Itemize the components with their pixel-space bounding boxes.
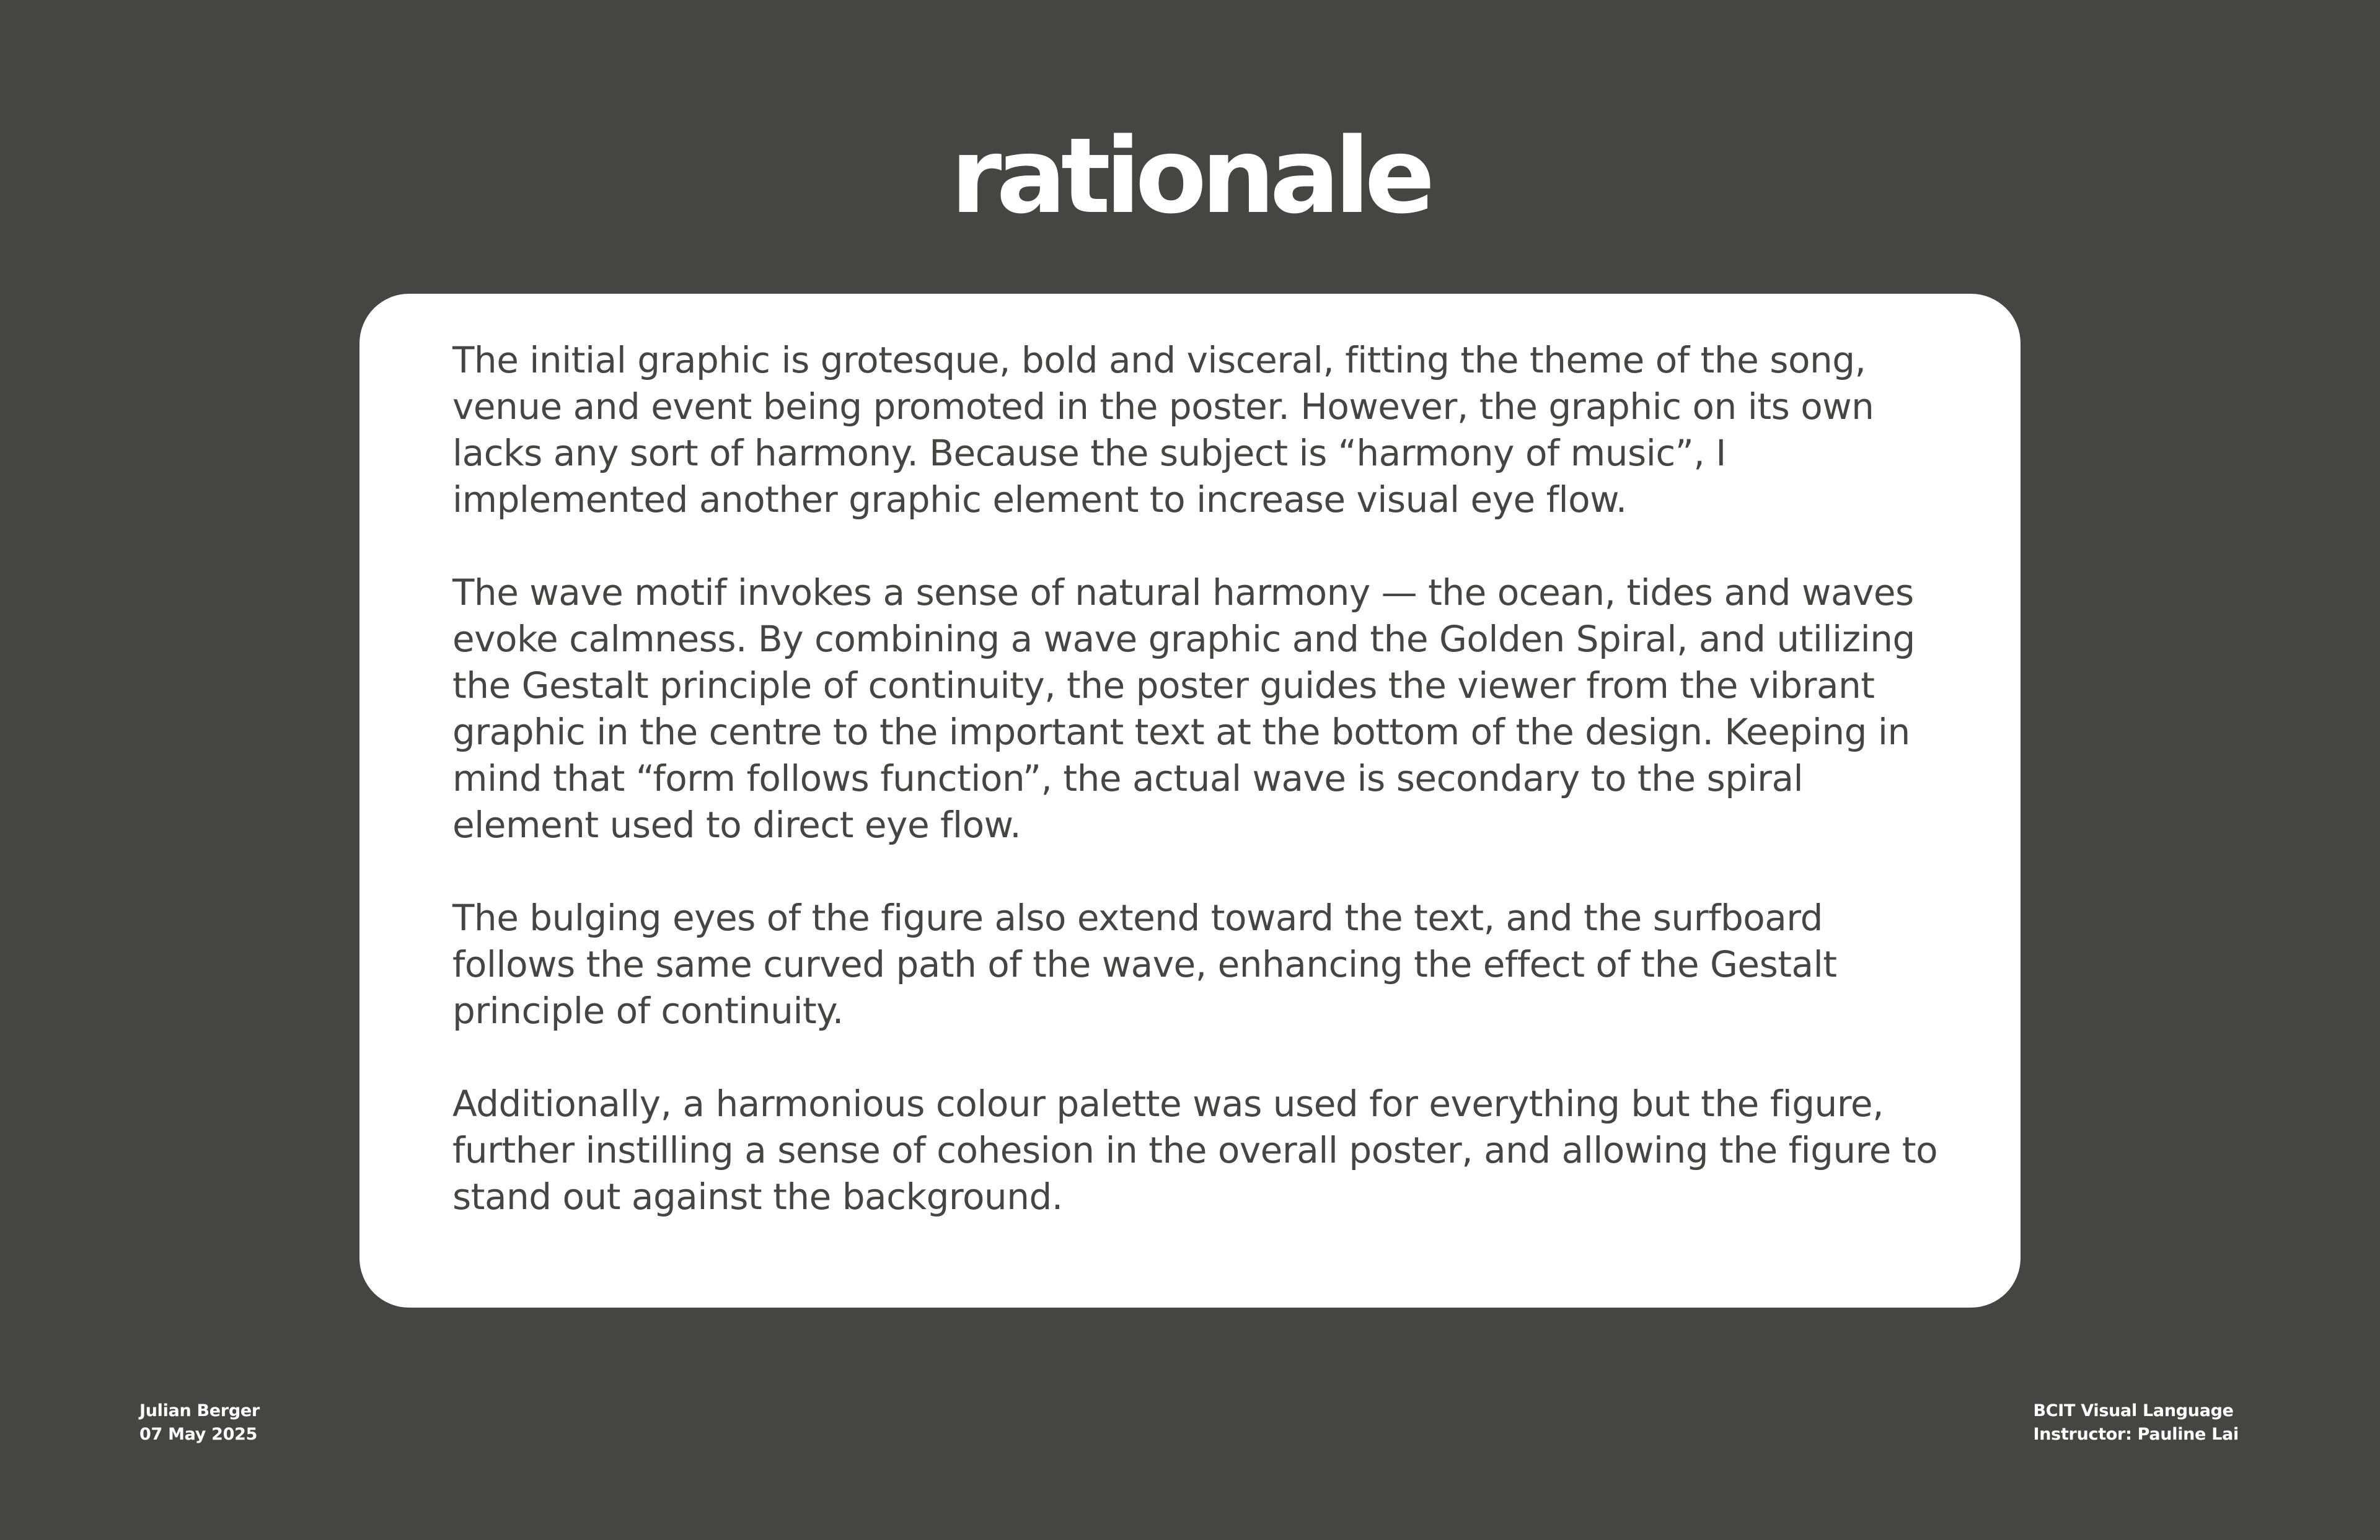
footer-course-block bbox=[2034, 1399, 2239, 1446]
paragraph-eyes-surfboard: The bulging eyes of the figure also extend toward the text, and the surfboard follows the same curved path of the wave, enhancing the effect of the Gestalt principle of continuity. bbox=[452, 897, 1837, 1032]
course-name: BCIT Visual Language bbox=[2033, 1401, 2234, 1420]
paragraph-wave-motif: The wave motif invokes a sense of natural harmony — the ocean, tides and waves evoke calmness. By combining a wave graphic and the Golden Spiral, and utilizing the Gestalt principle of continuity, the poster guides the viewer from the vibrant graphic in the centre to the important text at the bottom of the design. Keeping in mind that “form follows function”, the actual wave is secondary to the spiral element used to direct eye flow. bbox=[452, 571, 1915, 846]
footer-author-block bbox=[139, 1399, 260, 1446]
author-name: Julian Berger bbox=[139, 1401, 260, 1420]
paragraph-graphic: The initial graphic is grotesque, bold and visceral, fitting the theme of the song, venue and event being promoted in the poster. However, the graphic on its own lacks any sort of harmony. Because the subject is “harmony of music”, I implemented another graphic element to increase visual eye flow. bbox=[452, 339, 1874, 521]
paragraph-colour-palette: Additionally, a harmonious colour palette was used for everything but the figure, further instilling a sense of cohesion in the overall poster, and allowing the figure to stand out against the background. bbox=[452, 1083, 1938, 1218]
page-title: rationale bbox=[950, 115, 1430, 237]
rationale-card bbox=[359, 294, 2021, 1308]
instructor-name: Instructor: Pauline Lai bbox=[2033, 1425, 2239, 1444]
date-label: 07 May 2025 bbox=[139, 1425, 258, 1444]
